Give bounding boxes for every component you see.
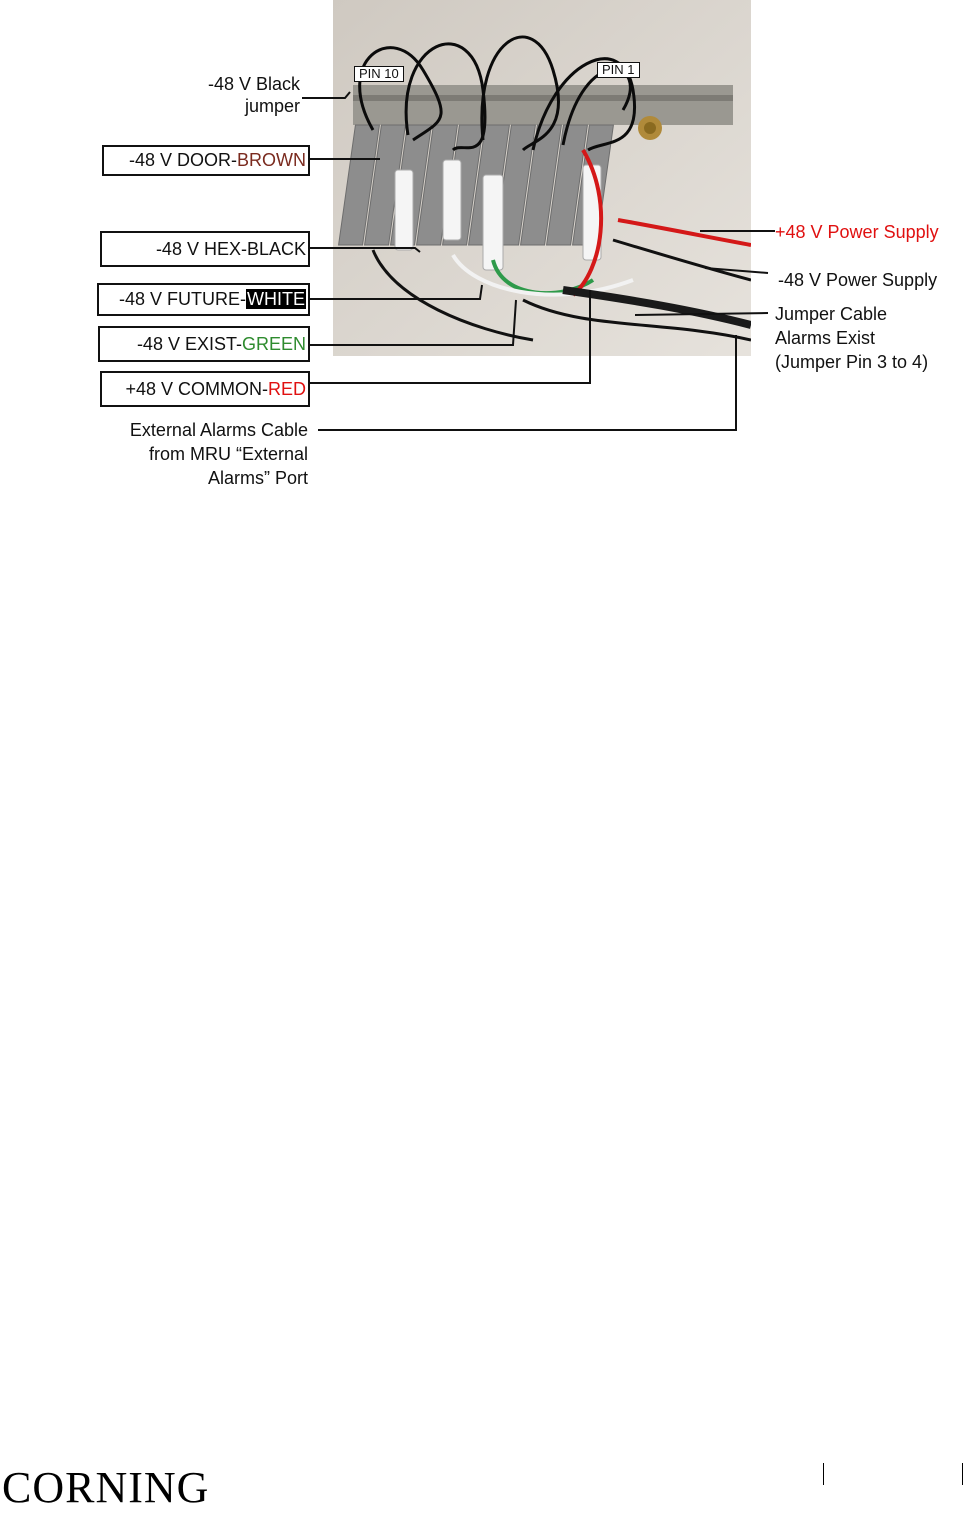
black-jumper-line1: -48 V Black — [207, 74, 300, 94]
pin1-label — [597, 62, 640, 78]
common-prefix: +48 V COMMON- — [125, 379, 268, 399]
jumper-line1: Jumper Cable — [775, 304, 888, 324]
external-line2: from MRU “External — [148, 444, 308, 464]
external-alarms-label — [90, 418, 308, 490]
external-line1: External Alarms Cable — [129, 420, 308, 440]
door-prefix: -48 V DOOR- — [128, 150, 237, 170]
neg-supply-text: -48 V Power Supply — [778, 270, 938, 290]
black-jumper-label — [170, 73, 300, 117]
door-color-word: BROWN — [237, 150, 306, 170]
black-jumper-line2: jumper — [244, 96, 300, 116]
external-line3: Alarms” Port — [207, 468, 308, 488]
exist-green-label — [98, 326, 310, 362]
footer-divider-left — [823, 1463, 824, 1485]
exist-color-word: GREEN — [241, 334, 306, 354]
pin10-text: PIN 10 — [359, 66, 399, 81]
footer-divider-right — [962, 1463, 963, 1485]
pos-power-supply-label — [775, 221, 939, 243]
exist-prefix: -48 V EXIST- — [136, 334, 242, 354]
common-red-label — [100, 371, 310, 407]
jumper-line2: Alarms Exist — [775, 328, 876, 348]
pin1-text: PIN 1 — [602, 62, 635, 77]
terminal-block-photo — [333, 0, 751, 356]
jumper-line3: (Jumper Pin 3 to 4) — [775, 352, 929, 372]
pos-supply-text: +48 V Power Supply — [775, 222, 939, 242]
jumper-cable-label — [775, 302, 928, 374]
future-prefix: -48 V FUTURE- — [118, 289, 246, 309]
hex-text: -48 V HEX-BLACK — [155, 239, 306, 259]
common-color-word: RED — [267, 379, 306, 399]
future-color-word: WHITE — [247, 289, 305, 309]
door-brown-label — [102, 145, 310, 176]
future-white-label — [97, 283, 310, 316]
hex-black-label — [100, 231, 310, 267]
pin10-label — [354, 66, 404, 82]
neg-power-supply-label — [778, 269, 937, 291]
corning-logo: CORNING — [2, 1463, 210, 1512]
